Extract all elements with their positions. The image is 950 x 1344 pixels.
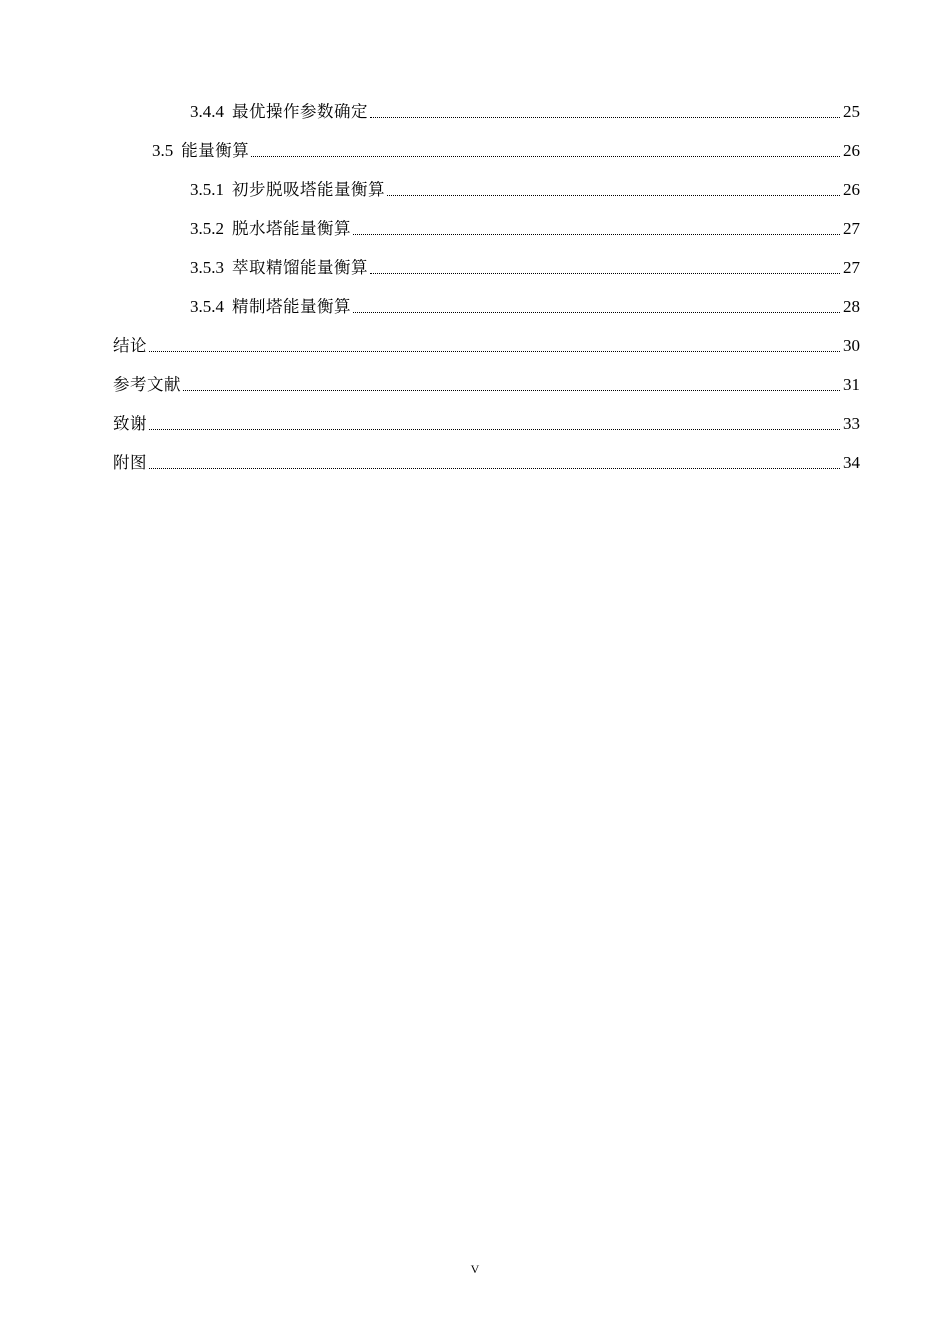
toc-entry-page: 28 (843, 297, 860, 316)
toc-entry-page: 26 (843, 141, 860, 160)
toc-entry-number: 3.5.3 (190, 258, 224, 277)
toc-entry-title: 精制塔能量衡算 (232, 297, 351, 316)
toc-entry-title: 最优操作参数确定 (232, 102, 368, 121)
toc-dot-leader (353, 311, 840, 313)
toc-entry-3-5-2[interactable] (190, 214, 860, 240)
toc-entry-title: 初步脱吸塔能量衡算 (232, 180, 385, 199)
toc-entry-3-5-1[interactable] (190, 175, 860, 201)
toc-dot-leader (183, 389, 840, 391)
toc-entry-3-5[interactable] (152, 136, 860, 162)
toc-entry-page: 34 (843, 453, 860, 472)
toc-entry-title: 致谢 (113, 414, 147, 433)
toc-entry-page: 31 (843, 375, 860, 394)
toc-entry-page: 27 (843, 219, 860, 238)
toc-entry-title: 能量衡算 (181, 141, 250, 160)
toc-entry-3-5-4[interactable] (190, 292, 860, 318)
toc-entry-acknowledgements[interactable] (113, 409, 860, 435)
toc-entry-title: 结论 (113, 336, 147, 355)
toc-entry-page: 30 (843, 336, 860, 355)
toc-entry-number: 3.5 (152, 141, 174, 160)
toc-entry-conclusion[interactable] (113, 331, 860, 357)
toc-entry-page: 33 (843, 414, 860, 433)
toc-dot-leader (353, 233, 840, 235)
toc-entry-3-4-4[interactable] (190, 97, 860, 123)
toc-dot-leader (149, 467, 840, 469)
toc-entry-appendix-figures[interactable] (113, 448, 860, 474)
toc-dot-leader (149, 428, 840, 430)
toc-dot-leader (149, 350, 840, 352)
toc-dot-leader (387, 194, 840, 196)
toc-entry-title: 参考文献 (113, 375, 181, 394)
toc-entry-number: 3.5.1 (190, 180, 224, 199)
toc-dot-leader (370, 116, 840, 118)
toc-dot-leader (370, 272, 840, 274)
toc-entry-number: 3.5.2 (190, 219, 224, 238)
toc-entry-title: 脱水塔能量衡算 (232, 219, 351, 238)
page-number: V (470, 1262, 480, 1276)
toc-entry-number: 3.4.4 (190, 102, 224, 121)
toc-entry-page: 25 (843, 102, 860, 121)
toc-dot-leader (251, 155, 840, 157)
toc-entry-page: 26 (843, 180, 860, 199)
toc-entry-references[interactable] (113, 370, 860, 396)
toc-entry-3-5-3[interactable] (190, 253, 860, 279)
toc-entry-number: 3.5.4 (190, 297, 224, 316)
toc-entry-page: 27 (843, 258, 860, 277)
toc-entry-title: 附图 (113, 453, 147, 472)
toc-entry-title: 萃取精馏能量衡算 (232, 258, 368, 277)
